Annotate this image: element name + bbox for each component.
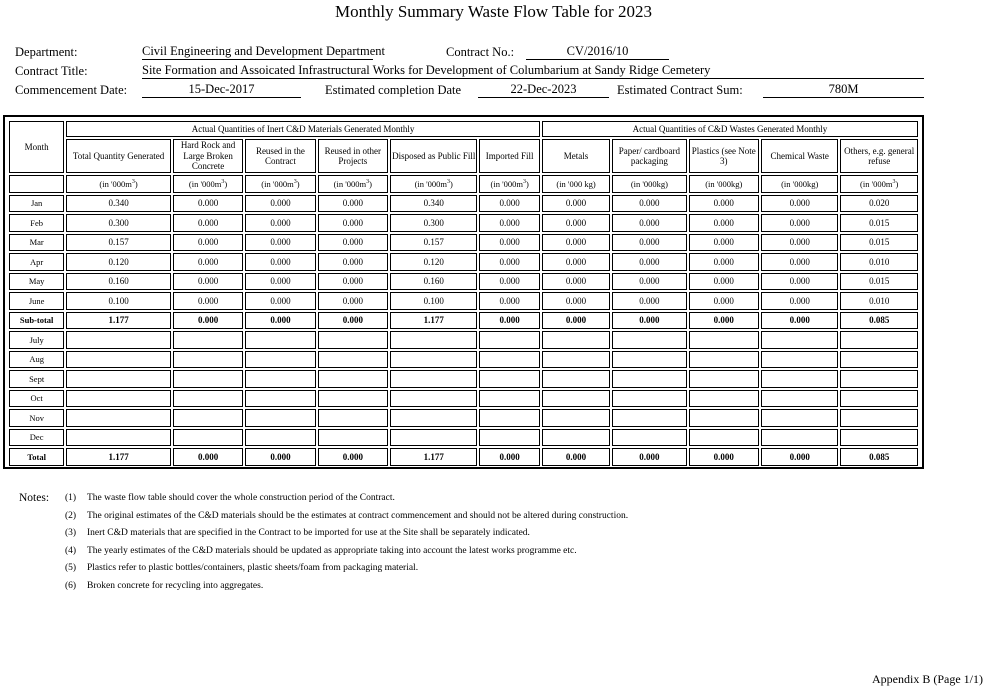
value-cell: 0.000 xyxy=(612,234,686,252)
value-cell xyxy=(66,390,171,408)
wastes-group-header: Actual Quantities of C&D Wastes Generated Monthly xyxy=(542,121,918,137)
value-cell: 0.000 xyxy=(479,253,539,271)
value-cell: 0.000 xyxy=(318,195,388,213)
unit-cell xyxy=(761,175,838,193)
department-label: Department: xyxy=(15,45,78,59)
note-number: (2) xyxy=(65,510,77,521)
note-item xyxy=(65,581,263,591)
value-cell: 1.177 xyxy=(66,312,171,330)
unit-text: (in '000kg) xyxy=(705,178,743,189)
value-cell xyxy=(173,409,243,427)
value-cell: 0.000 xyxy=(318,214,388,232)
note-text: Inert C&D materials that are specified in the Contract to be imported for use at the Site shall be separately indicated. xyxy=(87,528,530,538)
value-cell: 0.000 xyxy=(479,312,539,330)
value-cell: 0.000 xyxy=(318,273,388,291)
value-cell xyxy=(173,351,243,369)
note-text: The yearly estimates of the C&D materials should be updated as appropriate taking into account the latest works programme etc. xyxy=(87,545,577,556)
value-cell xyxy=(840,429,918,447)
note-text: The original estimates of the C&D materials should be the estimates at contract commencement and should not be altered during construction. xyxy=(87,510,629,521)
value-cell: 0.000 xyxy=(542,273,610,291)
value-cell xyxy=(612,331,686,349)
unit-cell xyxy=(173,175,243,193)
table-row xyxy=(9,273,918,291)
value-cell: 0.000 xyxy=(761,214,838,232)
value-cell xyxy=(173,390,243,408)
value-cell: 0.000 xyxy=(761,253,838,271)
value-cell xyxy=(318,409,388,427)
column-header: Total Quantity Generated xyxy=(66,139,171,173)
column-header: Reused in the Contract xyxy=(245,139,315,173)
note-number: (5) xyxy=(65,563,77,573)
note-item xyxy=(65,511,628,521)
contract-sum-label: Estimated Contract Sum: xyxy=(617,83,743,97)
value-cell: 0.000 xyxy=(245,234,315,252)
value-cell xyxy=(173,331,243,349)
value-cell: 1.177 xyxy=(390,312,477,330)
value-cell: 0.000 xyxy=(173,214,243,232)
value-cell: 0.000 xyxy=(173,195,243,213)
table-row xyxy=(9,390,918,408)
value-cell xyxy=(66,331,171,349)
value-cell xyxy=(245,390,315,408)
value-cell: 0.000 xyxy=(761,312,838,330)
value-cell: 0.000 xyxy=(761,234,838,252)
unit-text-close: ) xyxy=(895,178,899,189)
unit-cell xyxy=(542,175,610,193)
value-cell xyxy=(542,390,610,408)
value-cell: 0.000 xyxy=(761,273,838,291)
page-title: Monthly Summary Waste Flow Table for 2023 xyxy=(335,2,652,21)
value-cell: 0.000 xyxy=(479,273,539,291)
value-cell: 0.120 xyxy=(66,253,171,271)
column-header: Chemical Waste xyxy=(761,139,838,173)
contract-title-value: Site Formation and Assoicated Infrastructural Works for Development of Columbarium at Sandy Ridge Cemetery xyxy=(142,63,924,79)
value-cell: 0.157 xyxy=(66,234,171,252)
value-cell xyxy=(612,351,686,369)
value-cell xyxy=(318,331,388,349)
value-cell xyxy=(761,331,838,349)
value-cell xyxy=(66,351,171,369)
value-cell xyxy=(479,351,539,369)
column-header: Others, e.g. general refuse xyxy=(840,139,918,173)
value-cell: 0.000 xyxy=(612,273,686,291)
value-cell xyxy=(761,370,838,388)
value-cell: 0.000 xyxy=(689,234,759,252)
note-text: Plastics refer to plastic bottles/containers, plastic sheets/foam from packaging material. xyxy=(87,563,419,573)
value-cell: 0.000 xyxy=(173,273,243,291)
table-row xyxy=(9,351,918,369)
value-cell: 0.160 xyxy=(390,273,477,291)
value-cell xyxy=(542,331,610,349)
value-cell xyxy=(761,351,838,369)
unit-text: (in '000m xyxy=(99,178,132,189)
value-cell xyxy=(479,370,539,388)
unit-text: (in '000kg) xyxy=(630,178,668,189)
value-cell: 0.000 xyxy=(245,292,315,310)
value-cell xyxy=(689,351,759,369)
contract-title-label: Contract Title: xyxy=(15,64,88,78)
value-cell: 0.010 xyxy=(840,253,918,271)
table-row xyxy=(9,429,918,447)
contract-no-label: Contract No.: xyxy=(446,45,515,59)
value-cell: 0.100 xyxy=(66,292,171,310)
value-cell: 0.000 xyxy=(245,214,315,232)
waste-flow-table-frame xyxy=(3,115,924,469)
value-cell: 0.000 xyxy=(173,312,243,330)
unit-cell xyxy=(318,175,388,193)
page-footer: Appendix B (Page 1/1) xyxy=(872,672,983,686)
value-cell xyxy=(689,390,759,408)
value-cell xyxy=(390,409,477,427)
month-cell: Mar xyxy=(9,234,64,252)
unit-text-close: ) xyxy=(296,178,300,189)
value-cell: 0.000 xyxy=(318,253,388,271)
value-cell: 0.000 xyxy=(479,214,539,232)
column-header: Imported Fill xyxy=(479,139,539,173)
column-header: Metals xyxy=(542,139,610,173)
value-cell: 0.000 xyxy=(318,312,388,330)
month-cell: Dec xyxy=(9,429,64,447)
note-number: (1) xyxy=(65,493,77,503)
value-cell: 0.000 xyxy=(245,448,315,466)
value-cell: 0.000 xyxy=(761,292,838,310)
value-cell xyxy=(840,331,918,349)
value-cell: 0.000 xyxy=(542,312,610,330)
month-cell: Feb xyxy=(9,214,64,232)
value-cell xyxy=(66,370,171,388)
value-cell xyxy=(542,351,610,369)
value-cell: 0.000 xyxy=(173,253,243,271)
value-cell xyxy=(318,351,388,369)
value-cell xyxy=(390,429,477,447)
unit-text: (in '000m xyxy=(414,178,448,189)
value-cell: 0.000 xyxy=(542,292,610,310)
table-row xyxy=(9,195,918,213)
value-cell xyxy=(173,429,243,447)
value-cell xyxy=(390,390,477,408)
month-cell: Sept xyxy=(9,370,64,388)
note-item xyxy=(65,493,395,503)
table-row xyxy=(9,331,918,349)
waste-flow-table xyxy=(7,119,920,468)
value-cell: 0.000 xyxy=(612,253,686,271)
value-cell xyxy=(689,370,759,388)
value-cell: 0.000 xyxy=(612,195,686,213)
value-cell: 0.000 xyxy=(479,234,539,252)
month-cell: Total xyxy=(9,448,64,466)
column-header: Disposed as Public Fill xyxy=(390,139,477,173)
month-header: Month xyxy=(9,121,64,173)
value-cell: 0.000 xyxy=(318,234,388,252)
table-row xyxy=(9,253,918,271)
value-cell: 0.000 xyxy=(612,312,686,330)
unit-cell xyxy=(840,175,918,193)
note-number: (4) xyxy=(65,545,77,556)
value-cell: 0.000 xyxy=(689,273,759,291)
column-header: Reused in other Projects xyxy=(318,139,388,173)
column-header: Paper/ cardboard packaging xyxy=(612,139,686,173)
column-header: Hard Rock and Large Broken Concrete xyxy=(173,139,243,173)
month-cell: Sub-total xyxy=(9,312,64,330)
month-cell: May xyxy=(9,273,64,291)
table-row xyxy=(9,214,918,232)
unit-superscript: 3 xyxy=(522,178,526,185)
value-cell: 1.177 xyxy=(390,448,477,466)
value-cell xyxy=(390,351,477,369)
inert-group-header: Actual Quantities of Inert C&D Materials Generated Monthly xyxy=(66,121,540,137)
value-cell: 0.160 xyxy=(66,273,171,291)
value-cell xyxy=(761,429,838,447)
notes-label: Notes: xyxy=(19,492,50,504)
value-cell: 0.000 xyxy=(761,448,838,466)
value-cell xyxy=(840,351,918,369)
value-cell: 0.000 xyxy=(318,292,388,310)
value-cell: 0.000 xyxy=(689,448,759,466)
unit-superscript: 3 xyxy=(293,178,297,185)
value-cell xyxy=(390,331,477,349)
unit-cell xyxy=(479,175,539,193)
value-cell xyxy=(612,390,686,408)
value-cell xyxy=(612,370,686,388)
value-cell xyxy=(245,370,315,388)
note-item xyxy=(65,563,418,573)
value-cell xyxy=(479,331,539,349)
value-cell xyxy=(479,390,539,408)
unit-text-close: ) xyxy=(450,178,453,189)
value-cell: 0.000 xyxy=(542,214,610,232)
table-row xyxy=(9,292,918,310)
unit-text-close: ) xyxy=(525,178,529,189)
value-cell: 0.000 xyxy=(173,234,243,252)
unit-text: (in '000m xyxy=(490,178,523,189)
note-item xyxy=(65,546,577,556)
table-row xyxy=(9,448,918,466)
value-cell: 0.015 xyxy=(840,214,918,232)
department-value: Civil Engineering and Development Department xyxy=(142,44,385,58)
month-cell: Apr xyxy=(9,253,64,271)
value-cell: 0.000 xyxy=(479,195,539,213)
value-cell xyxy=(761,390,838,408)
value-cell: 0.157 xyxy=(390,234,477,252)
month-cell: Nov xyxy=(9,409,64,427)
value-cell xyxy=(761,409,838,427)
unit-superscript: 3 xyxy=(892,178,896,185)
value-cell: 0.300 xyxy=(390,214,477,232)
value-cell: 0.000 xyxy=(479,448,539,466)
value-cell: 0.000 xyxy=(612,292,686,310)
value-cell: 0.015 xyxy=(840,273,918,291)
value-cell: 0.000 xyxy=(542,448,610,466)
value-cell: 0.000 xyxy=(689,253,759,271)
unit-text: (in '000m xyxy=(261,178,294,189)
value-cell xyxy=(318,429,388,447)
completion-label: Estimated completion Date xyxy=(325,83,462,97)
value-cell: 0.020 xyxy=(840,195,918,213)
value-cell xyxy=(245,351,315,369)
value-cell xyxy=(840,409,918,427)
note-number: (3) xyxy=(65,528,77,538)
value-cell xyxy=(245,331,315,349)
value-cell xyxy=(318,370,388,388)
value-cell xyxy=(612,409,686,427)
value-cell xyxy=(245,429,315,447)
unit-text-close: ) xyxy=(369,178,372,189)
value-cell xyxy=(390,370,477,388)
month-cell: Aug xyxy=(9,351,64,369)
value-cell xyxy=(479,429,539,447)
value-cell xyxy=(542,429,610,447)
value-cell xyxy=(66,429,171,447)
unit-cell-month xyxy=(9,175,64,193)
value-cell: 0.000 xyxy=(612,214,686,232)
table-row xyxy=(9,234,918,252)
contract-no-value: CV/2016/10 xyxy=(526,44,669,60)
unit-cell xyxy=(689,175,759,193)
value-cell xyxy=(542,409,610,427)
value-cell: 0.000 xyxy=(318,448,388,466)
note-item xyxy=(65,528,530,538)
unit-text-close: ) xyxy=(224,178,228,189)
month-cell: Oct xyxy=(9,390,64,408)
unit-text: (in '000m xyxy=(860,178,893,189)
contract-sum-value: 780M xyxy=(763,82,924,98)
table-row xyxy=(9,312,918,330)
value-cell xyxy=(612,429,686,447)
note-text: The waste flow table should cover the whole construction period of the Contract. xyxy=(87,493,395,503)
value-cell: 0.085 xyxy=(840,448,918,466)
value-cell xyxy=(66,409,171,427)
value-cell: 0.085 xyxy=(840,312,918,330)
unit-superscript: 3 xyxy=(447,178,451,185)
month-cell: Jan xyxy=(9,195,64,213)
unit-text-close: ) xyxy=(134,178,138,189)
value-cell: 1.177 xyxy=(66,448,171,466)
value-cell: 0.340 xyxy=(66,195,171,213)
value-cell: 0.000 xyxy=(173,448,243,466)
month-cell: July xyxy=(9,331,64,349)
unit-text: (in '000 kg) xyxy=(556,178,596,189)
value-cell: 0.000 xyxy=(689,292,759,310)
value-cell xyxy=(479,409,539,427)
value-cell: 0.340 xyxy=(390,195,477,213)
value-cell: 0.000 xyxy=(761,195,838,213)
table-row xyxy=(9,370,918,388)
value-cell: 0.000 xyxy=(542,234,610,252)
value-cell: 0.000 xyxy=(245,253,315,271)
value-cell xyxy=(173,370,243,388)
unit-cell xyxy=(245,175,315,193)
commencement-label: Commencement Date: xyxy=(15,83,128,97)
unit-superscript: 3 xyxy=(221,178,225,185)
note-number: (6) xyxy=(65,580,77,591)
value-cell: 0.000 xyxy=(245,273,315,291)
unit-text: (in '000m xyxy=(333,178,367,189)
value-cell xyxy=(689,429,759,447)
value-cell: 0.000 xyxy=(689,312,759,330)
value-cell: 0.000 xyxy=(173,292,243,310)
note-text: Broken concrete for recycling into aggregates. xyxy=(87,580,264,591)
unit-superscript: 3 xyxy=(366,178,370,185)
value-cell xyxy=(689,409,759,427)
value-cell: 0.000 xyxy=(245,195,315,213)
unit-superscript: 3 xyxy=(131,178,135,185)
completion-value: 22-Dec-2023 xyxy=(478,82,609,98)
unit-cell xyxy=(612,175,686,193)
value-cell: 0.010 xyxy=(840,292,918,310)
unit-text: (in '000kg) xyxy=(781,178,819,189)
value-cell: 0.000 xyxy=(689,214,759,232)
value-cell: 0.100 xyxy=(390,292,477,310)
value-cell xyxy=(542,370,610,388)
unit-cell xyxy=(66,175,171,193)
value-cell: 0.000 xyxy=(542,195,610,213)
value-cell: 0.015 xyxy=(840,234,918,252)
value-cell: 0.000 xyxy=(542,253,610,271)
unit-cell xyxy=(390,175,477,193)
value-cell: 0.000 xyxy=(479,292,539,310)
table-row xyxy=(9,409,918,427)
value-cell: 0.120 xyxy=(390,253,477,271)
value-cell: 0.000 xyxy=(689,195,759,213)
month-cell: June xyxy=(9,292,64,310)
value-cell xyxy=(689,331,759,349)
commencement-value: 15-Dec-2017 xyxy=(142,82,301,98)
column-header: Plastics (see Note 3) xyxy=(689,139,759,173)
value-cell: 0.300 xyxy=(66,214,171,232)
value-cell xyxy=(840,390,918,408)
value-cell xyxy=(318,390,388,408)
value-cell: 0.000 xyxy=(612,448,686,466)
value-cell: 0.000 xyxy=(245,312,315,330)
value-cell xyxy=(245,409,315,427)
value-cell xyxy=(840,370,918,388)
unit-text: (in '000m xyxy=(188,178,222,189)
